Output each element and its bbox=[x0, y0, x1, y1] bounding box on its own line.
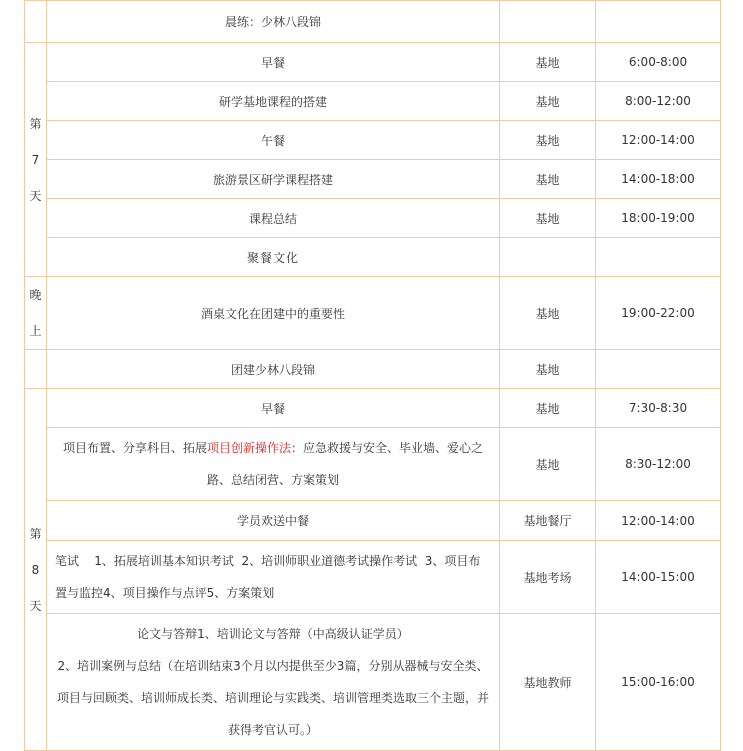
time-cell bbox=[596, 1, 721, 43]
evening-label bbox=[25, 277, 47, 350]
activity-line: 2、培训案例与总结（在培训结束3个月以内提供至少3篇，分别从器械与安全类、项目与回顾类、培训师成长类、培训理论与实践类、培训管理类选取三个主题，并获得考官认可。） bbox=[56, 659, 489, 737]
evening-label-char: 上 bbox=[29, 324, 42, 338]
highlight-text: 项目创新操作法 bbox=[206, 441, 291, 455]
time-cell: 12:00-14:00 bbox=[596, 121, 721, 160]
day-label-char: 天 bbox=[29, 188, 42, 203]
activity-cell: 晨练：少林八段锦 bbox=[47, 1, 500, 43]
table-row bbox=[25, 199, 721, 238]
day-label-char: 第 bbox=[29, 526, 42, 541]
table-row bbox=[25, 428, 721, 501]
day-cell-empty bbox=[25, 350, 47, 389]
schedule-table bbox=[24, 0, 721, 751]
location-cell: 基地 bbox=[500, 389, 596, 428]
activity-text: ：应急救援与安全、毕业墙、爱心之路、总结闭营、方案策划 bbox=[206, 441, 484, 487]
evening-label-char: 晚 bbox=[29, 288, 42, 302]
table-row bbox=[25, 614, 721, 751]
activity-cell: 早餐 bbox=[47, 389, 500, 428]
activity-cell: 聚餐文化 bbox=[47, 238, 500, 277]
activity-cell: 午餐 bbox=[47, 121, 500, 160]
location-cell: 基地 bbox=[500, 121, 596, 160]
table-row bbox=[25, 389, 721, 428]
activity-line: 论文与答辩1、培训论文与答辩（中高级认证学员） bbox=[137, 627, 409, 641]
time-cell: 8:30-12:00 bbox=[596, 428, 721, 501]
location-cell: 基地 bbox=[500, 350, 596, 389]
table-row bbox=[25, 541, 721, 614]
time-cell: 14:00-15:00 bbox=[596, 541, 721, 614]
table-row bbox=[25, 121, 721, 160]
activity-cell: 笔试 1、拓展培训基本知识考试 2、培训师职业道德考试操作考试 3、项目布置与监控4、项目操作与点评5、方案策划 bbox=[47, 541, 500, 614]
table-row bbox=[25, 160, 721, 199]
location-cell: 基地 bbox=[500, 160, 596, 199]
activity-cell: 团建少林八段锦 bbox=[47, 350, 500, 389]
location-cell: 基地 bbox=[500, 43, 596, 82]
location-cell: 基地考场 bbox=[500, 541, 596, 614]
location-cell: 基地餐厅 bbox=[500, 501, 596, 541]
location-cell: 基地 bbox=[500, 428, 596, 501]
table-row bbox=[25, 43, 721, 82]
location-cell: 基地 bbox=[500, 82, 596, 121]
table-row bbox=[25, 277, 721, 350]
table-row bbox=[25, 501, 721, 541]
time-cell: 6:00-8:00 bbox=[596, 43, 721, 82]
location-cell bbox=[500, 238, 596, 277]
time-cell: 12:00-14:00 bbox=[596, 501, 721, 541]
day-label-8 bbox=[25, 389, 47, 751]
table-row bbox=[25, 238, 721, 277]
day-label-char: 8 bbox=[31, 562, 40, 577]
time-cell: 7:30-8:30 bbox=[596, 389, 721, 428]
location-cell bbox=[500, 1, 596, 43]
activity-cell: 旅游景区研学课程搭建 bbox=[47, 160, 500, 199]
activity-cell bbox=[47, 428, 500, 501]
time-cell bbox=[596, 350, 721, 389]
location-cell: 基地 bbox=[500, 199, 596, 238]
time-cell: 19:00-22:00 bbox=[596, 277, 721, 350]
activity-cell bbox=[47, 614, 500, 751]
time-cell: 15:00-16:00 bbox=[596, 614, 721, 751]
activity-cell: 课程总结 bbox=[47, 199, 500, 238]
day-label-7 bbox=[25, 43, 47, 277]
day-label-char: 天 bbox=[29, 598, 42, 613]
table-row bbox=[25, 82, 721, 121]
activity-text: 项目布置、分享科目、拓展 bbox=[62, 441, 207, 455]
day-label-char: 7 bbox=[31, 152, 40, 167]
activity-cell: 研学基地课程的搭建 bbox=[47, 82, 500, 121]
time-cell: 18:00-19:00 bbox=[596, 199, 721, 238]
time-cell bbox=[596, 238, 721, 277]
day-cell-empty bbox=[25, 1, 47, 43]
activity-cell: 学员欢送中餐 bbox=[47, 501, 500, 541]
time-cell: 8:00-12:00 bbox=[596, 82, 721, 121]
day-label-char: 第 bbox=[29, 116, 42, 131]
table-row bbox=[25, 350, 721, 389]
location-cell: 基地教师 bbox=[500, 614, 596, 751]
time-cell: 14:00-18:00 bbox=[596, 160, 721, 199]
location-cell: 基地 bbox=[500, 277, 596, 350]
activity-cell: 酒桌文化在团建中的重要性 bbox=[47, 277, 500, 350]
activity-cell: 早餐 bbox=[47, 43, 500, 82]
table-row bbox=[25, 1, 721, 43]
